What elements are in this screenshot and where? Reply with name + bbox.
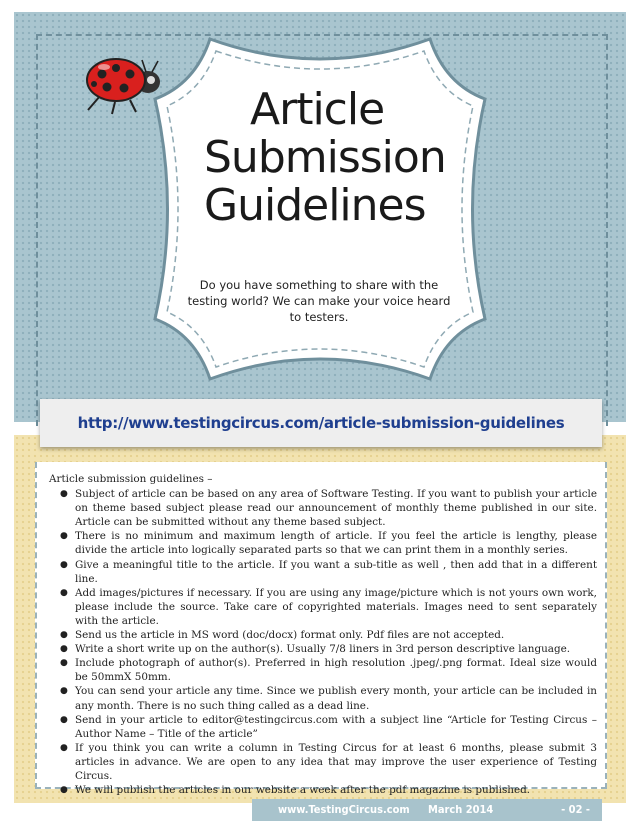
list-item-text: We will publish the articles in our website a week after the pdf magazine is published. bbox=[75, 784, 531, 797]
bullet-icon: ● bbox=[60, 742, 68, 753]
list-item bbox=[49, 586, 597, 628]
guidelines-content-box bbox=[35, 462, 607, 797]
list-item-text: Give a meaningful title to the article. If you want a sub-title as well , then add that in a different line. bbox=[75, 558, 597, 585]
list-item bbox=[49, 684, 597, 712]
list-item bbox=[49, 628, 597, 642]
list-item-text: Include photograph of author(s). Preferred in high resolution .jpeg/.png format. Ideal size would be 50mmX 50mm. bbox=[75, 657, 597, 684]
guidelines-list bbox=[49, 487, 597, 797]
list-item-text: Write a short write up on the author(s). Usually 7/8 liners in 3rd person descriptive language. bbox=[75, 643, 571, 656]
bullet-icon: ● bbox=[60, 489, 68, 500]
footer-page-number: - 02 - bbox=[561, 803, 590, 816]
bullet-icon: ● bbox=[60, 644, 68, 655]
list-item-text: Send in your article to editor@testingcircus.com with a subject line “Article for Testing Circus – Author Name – Title of the article” bbox=[75, 713, 597, 740]
list-item bbox=[49, 656, 597, 684]
list-item-text: You can send your article any time. Since we publish every month, your article can be included in any month. There is no such thing called as a dead line. bbox=[75, 685, 597, 712]
url-ribbon bbox=[40, 399, 602, 447]
title-line-3: Guidelines bbox=[204, 180, 426, 231]
bullet-icon: ● bbox=[60, 531, 68, 542]
list-item bbox=[49, 487, 597, 529]
guidelines-url-link[interactable]: http://www.testingcircus.com/article-submission-guidelines bbox=[77, 414, 565, 432]
bullet-icon: ● bbox=[60, 587, 68, 598]
list-item-text: Send us the article in MS word (doc/docx) format only. Pdf files are not accepted. bbox=[75, 629, 505, 642]
bullet-icon: ● bbox=[60, 686, 68, 697]
ladybug-icon bbox=[80, 56, 164, 116]
bullet-icon: ● bbox=[60, 658, 68, 669]
list-item-text: If you think you can write a column in Testing Circus for at least 6 months, please submit 3 articles in advance. We are open to any idea that may improve the user experience of Testing Circus. bbox=[75, 741, 597, 782]
bullet-icon: ● bbox=[60, 785, 68, 796]
guidelines-text bbox=[49, 472, 597, 797]
bullet-icon: ● bbox=[60, 559, 68, 570]
title-subtitle: Do you have something to share with the testing world? We can make your voice heard to testers. bbox=[187, 278, 451, 324]
list-item bbox=[49, 713, 597, 741]
footer-site-link[interactable]: www.TestingCircus.com bbox=[278, 803, 410, 816]
title-line-1: Article bbox=[250, 84, 385, 135]
list-item bbox=[49, 741, 597, 783]
page-footer bbox=[252, 799, 602, 821]
list-item-text: There is no minimum and maximum length of article. If you feel the article is lengthy, please divide the article into logically separated parts so that we can print them in a monthly series. bbox=[75, 530, 597, 557]
page-title bbox=[196, 86, 466, 230]
list-item bbox=[49, 558, 597, 586]
footer-date: March 2014 bbox=[428, 803, 494, 816]
list-item bbox=[49, 783, 597, 797]
list-item-text: Add images/pictures if necessary. If you are using any image/picture which is not yours own work, please include the source. Take care of copyrighted materials. Images need to sent separately with the article. bbox=[75, 586, 597, 627]
list-item bbox=[49, 642, 597, 656]
bullet-icon: ● bbox=[60, 714, 68, 725]
bullet-icon: ● bbox=[60, 630, 68, 641]
title-line-2: Submission bbox=[204, 132, 446, 183]
guidelines-heading: Article submission guidelines – bbox=[49, 473, 213, 485]
list-item-text: Subject of article can be based on any area of Software Testing. If you want to publish your article on theme based subject please read our announcement of monthly theme published in our site. Article can be submitted without any theme based subject. bbox=[75, 488, 597, 529]
list-item bbox=[49, 529, 597, 557]
